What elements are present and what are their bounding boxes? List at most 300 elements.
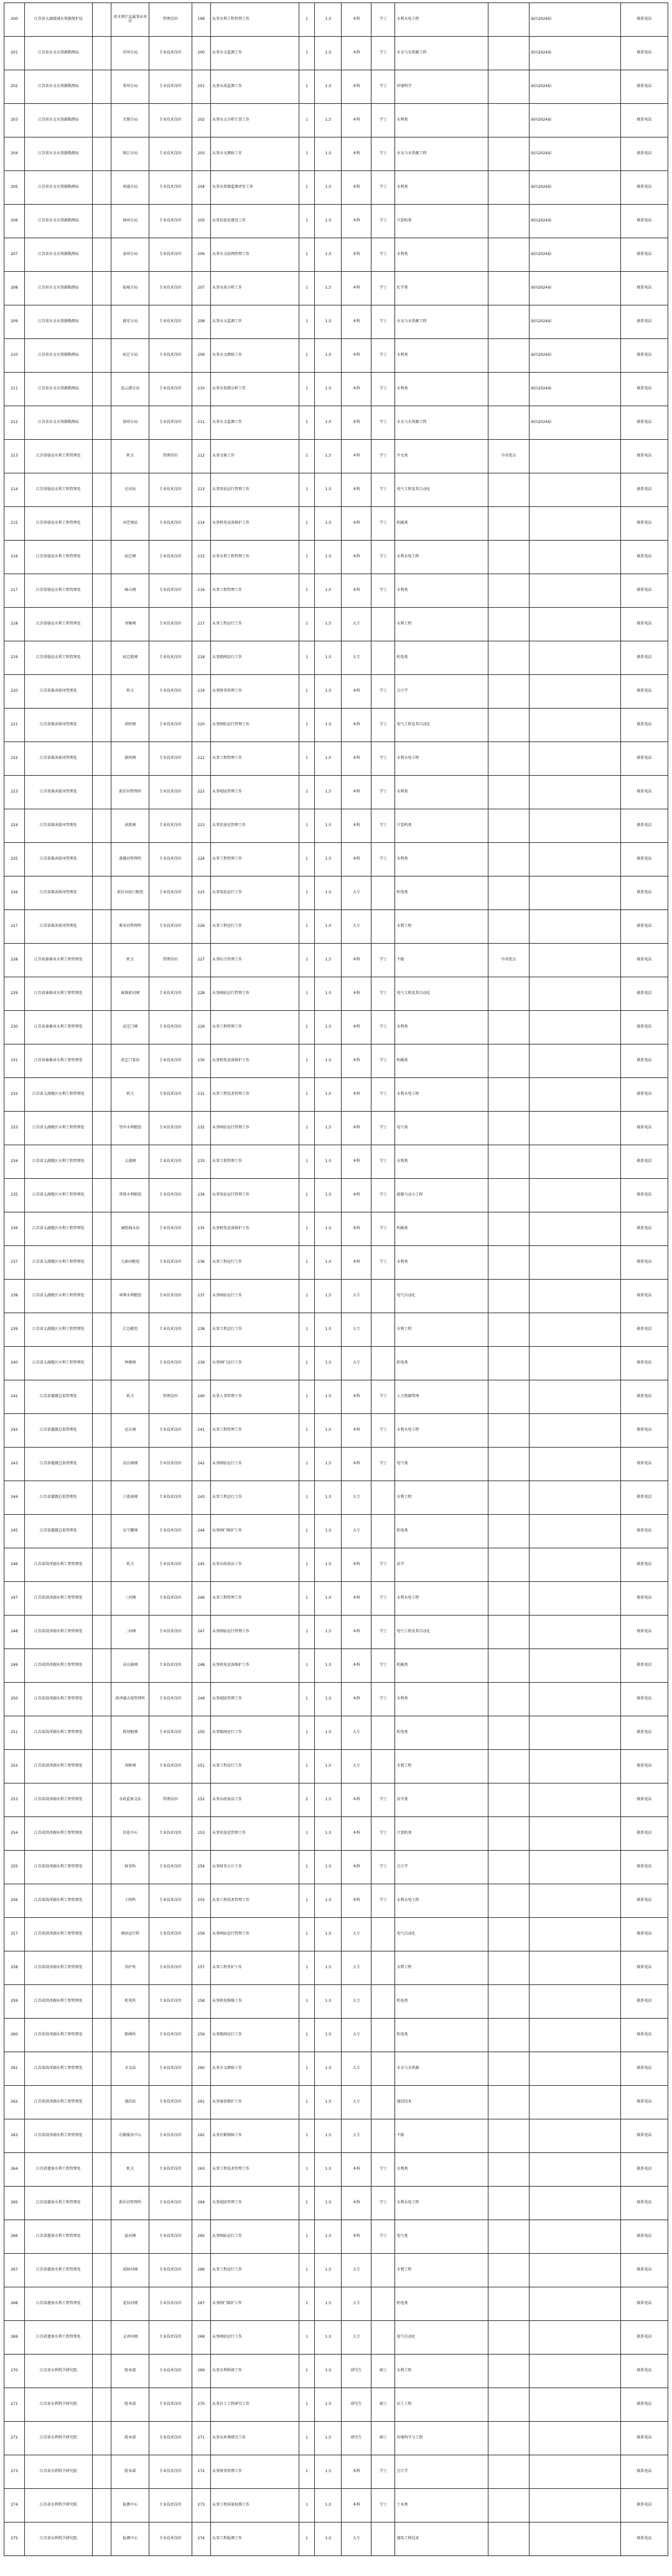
table-row — [4, 2187, 668, 2220]
cell-other — [529, 2086, 620, 2119]
cell-unit: 谏壁抽水站 — [111, 1212, 149, 1246]
cell-other — [529, 2388, 620, 2422]
cell-num: 1 — [299, 1448, 314, 1481]
cell-unit: 六垛南闸 — [111, 1481, 149, 1515]
cell-dept: 江苏省骆运水利工程管理处 — [24, 473, 92, 507]
cell-pos-type: 专业技术岗位 — [149, 1246, 192, 1280]
cell-degree: 学士 — [371, 238, 395, 272]
cell-politics — [488, 104, 529, 137]
cell-pos-type: 专业技术岗位 — [149, 709, 192, 742]
cell-remark: 联系电话 — [620, 1347, 668, 1380]
cell-num: 1 — [299, 910, 314, 944]
table-row — [4, 1313, 668, 1347]
cell-code — [92, 1582, 111, 1616]
cell-edu: 本科 — [342, 1380, 371, 1414]
cell-dept: 江苏省洪泽湖水利工程管理处 — [24, 1985, 92, 2019]
cell-other — [529, 2153, 620, 2187]
cell-unit: 苏州分局 — [111, 37, 149, 70]
cell-dept: 江苏省洪泽湖水利工程管理处 — [24, 1817, 92, 1851]
cell-pos-no: 270 — [192, 2388, 210, 2422]
cell-pos-type: 专业技术岗位 — [149, 1044, 192, 1078]
cell-num: 1 — [299, 238, 314, 272]
cell-politics — [488, 1246, 529, 1280]
cell-seq: 230 — [4, 1011, 25, 1044]
table-row — [4, 2287, 668, 2321]
cell-code — [92, 1313, 111, 1347]
cell-degree: 学士 — [371, 675, 395, 709]
cell-politics — [488, 238, 529, 272]
cell-degree — [371, 1515, 395, 1548]
cell-num: 1 — [299, 2489, 314, 2523]
table-row — [4, 2220, 668, 2254]
cell-edu: 本科 — [342, 137, 371, 171]
table-row — [4, 406, 668, 440]
cell-politics — [488, 373, 529, 406]
cell-unit: 义泽河闸 — [111, 2321, 149, 2355]
cell-other — [529, 1951, 620, 1985]
cell-unit: 连云港分局 — [111, 373, 149, 406]
cell-num: 1 — [299, 1044, 314, 1078]
cell-remark: 联系电话 — [620, 1246, 668, 1280]
cell-major: 机电类 — [395, 1716, 488, 1750]
cell-edu: 本科 — [342, 809, 371, 843]
cell-edu: 大专 — [342, 1951, 371, 1985]
cell-ratio: 1:3 — [315, 2489, 342, 2523]
cell-pos-no: 214 — [192, 507, 210, 541]
cell-pos-no: 231 — [192, 1078, 210, 1112]
cell-num: 1 — [299, 2287, 314, 2321]
cell-pos-no: 203 — [192, 137, 210, 171]
cell-remark: 联系电话 — [620, 2388, 668, 2422]
cell-pos-no: 262 — [192, 2119, 210, 2153]
cell-seq: 259 — [4, 1985, 25, 2019]
cell-degree: 学士 — [371, 305, 395, 339]
cell-edu: 本科 — [342, 1078, 371, 1112]
cell-other: 面向2024届 — [529, 171, 620, 205]
cell-code — [92, 171, 111, 205]
cell-politics — [488, 2019, 529, 2052]
table-body — [4, 3, 668, 2556]
cell-ratio: 1:3 — [315, 1884, 342, 1918]
cell-seq: 252 — [4, 1750, 25, 1783]
cell-desc: 从事工程管理工作 — [210, 742, 299, 776]
cell-pos-no: 268 — [192, 2321, 210, 2355]
cell-remark: 联系电话 — [620, 1380, 668, 1414]
cell-ratio: 1:3 — [315, 809, 342, 843]
cell-seq: 214 — [4, 473, 25, 507]
cell-remark: 联系电话 — [620, 876, 668, 910]
cell-seq: 254 — [4, 1817, 25, 1851]
cell-edu: 大专 — [342, 1750, 371, 1783]
cell-degree: 学士 — [371, 1683, 395, 1716]
cell-other: 面向2024届 — [529, 272, 620, 305]
cell-pos-type: 专业技术岗位 — [149, 507, 192, 541]
cell-major: 水文与水资源 — [395, 2052, 488, 2086]
cell-other: 面向2024届 — [529, 373, 620, 406]
cell-politics — [488, 1515, 529, 1548]
cell-code — [92, 574, 111, 608]
cell-ratio: 1:3 — [315, 2019, 342, 2052]
cell-other — [529, 1414, 620, 1448]
cell-degree: 学士 — [371, 137, 395, 171]
cell-pos-type: 专业技术岗位 — [149, 205, 192, 238]
cell-code — [92, 406, 111, 440]
cell-pos-type: 专业技术岗位 — [149, 876, 192, 910]
cell-degree: 学士 — [371, 843, 395, 876]
cell-major: 水文与水资源工程 — [395, 406, 488, 440]
cell-major: 电气自动化 — [395, 1918, 488, 1951]
cell-unit: 武定门闸 — [111, 1011, 149, 1044]
cell-politics — [488, 1918, 529, 1951]
cell-remark: 联系电话 — [620, 1951, 668, 1985]
cell-unit: 镇江分局 — [111, 137, 149, 171]
cell-seq: 266 — [4, 2220, 25, 2254]
cell-dept: 江苏省水文水资源勘测局 — [24, 137, 92, 171]
cell-num: 1 — [299, 1112, 314, 1145]
cell-num: 1 — [299, 2019, 314, 2052]
cell-dept: 江苏省灌南水利工程管理处 — [24, 2287, 92, 2321]
cell-pos-type: 专业技术岗位 — [149, 1280, 192, 1313]
cell-num: 1 — [299, 1011, 314, 1044]
cell-pos-type: 专业技术岗位 — [149, 2086, 192, 2119]
table-row — [4, 1985, 668, 2019]
cell-dept: 江苏省秦淮河水利工程管理处 — [24, 944, 92, 977]
cell-num: 1 — [299, 272, 314, 305]
cell-major: 机电类 — [395, 641, 488, 675]
cell-ratio: 1:3 — [315, 944, 342, 977]
cell-pos-type: 专业技术岗位 — [149, 2455, 192, 2489]
cell-degree: 学士 — [371, 2153, 395, 2187]
cell-edu: 本科 — [342, 37, 371, 70]
cell-pos-type: 专业技术岗位 — [149, 2489, 192, 2523]
cell-edu: 本科 — [342, 238, 371, 272]
cell-pos-no: 217 — [192, 608, 210, 641]
cell-seq: 250 — [4, 1683, 25, 1716]
cell-dept: 江苏省水文水资源勘测局 — [24, 171, 92, 205]
cell-politics — [488, 2523, 529, 2556]
cell-code — [92, 37, 111, 70]
cell-seq: 269 — [4, 2321, 25, 2355]
cell-remark: 联系电话 — [620, 1179, 668, 1212]
cell-ratio: 1:3 — [315, 1716, 342, 1750]
cell-pos-type: 专业技术岗位 — [149, 1951, 192, 1985]
cell-desc: 从事闸站运行工作 — [210, 2220, 299, 2254]
cell-pos-no: 208 — [192, 305, 210, 339]
cell-pos-type: 专业技术岗位 — [149, 1582, 192, 1616]
cell-unit: 阜宁腰闸 — [111, 1515, 149, 1548]
cell-remark: 联系电话 — [620, 944, 668, 977]
cell-dept: 江苏省淮沭新河管理处 — [24, 675, 92, 709]
cell-other: 面向2024届 — [529, 406, 620, 440]
cell-other — [529, 507, 620, 541]
table-row — [4, 776, 668, 809]
cell-edu: 本科 — [342, 1851, 371, 1884]
cell-code — [92, 2287, 111, 2321]
cell-degree: 学士 — [371, 104, 395, 137]
cell-edu: 本科 — [342, 1884, 371, 1918]
cell-unit: 武定门泵站 — [111, 1044, 149, 1078]
cell-ratio: 1:3 — [315, 104, 342, 137]
cell-ratio: 1:3 — [315, 1044, 342, 1078]
cell-num: 1 — [299, 641, 314, 675]
cell-pos-no: 257 — [192, 1951, 210, 1985]
cell-major: 中文类 — [395, 440, 488, 473]
cell-num: 1 — [299, 3, 314, 37]
cell-ratio: 1:3 — [315, 238, 342, 272]
cell-pos-type: 专业技术岗位 — [149, 70, 192, 104]
cell-dept: 江苏省洪泽湖水利工程管理处 — [24, 1616, 92, 1649]
cell-pos-no: 253 — [192, 1817, 210, 1851]
cell-major: 法学类 — [395, 1783, 488, 1817]
cell-ratio: 1:3 — [315, 1448, 342, 1481]
cell-dept: 江苏省秦淮河水利工程管理处 — [24, 977, 92, 1011]
cell-dept: 江苏省太湖地区水利工程管理处 — [24, 1078, 92, 1112]
cell-unit: 运东闸 — [111, 1414, 149, 1448]
table-row — [4, 507, 668, 541]
cell-degree — [371, 1481, 395, 1515]
cell-remark: 联系电话 — [620, 1683, 668, 1716]
cell-politics — [488, 1280, 529, 1313]
cell-edu: 本科 — [342, 2187, 371, 2220]
cell-seq: 211 — [4, 373, 25, 406]
cell-seq: 270 — [4, 2355, 25, 2388]
cell-degree: 学士 — [371, 2489, 395, 2523]
cell-ratio: 1:3 — [315, 137, 342, 171]
cell-dept: 江苏省水利科学研究院 — [24, 2455, 92, 2489]
cell-desc: 从事工程运行工作 — [210, 910, 299, 944]
cell-major: 水利工程 — [395, 608, 488, 641]
cell-pos-no: 210 — [192, 373, 210, 406]
cell-desc: 从事水文监测工作 — [210, 37, 299, 70]
cell-unit: 高良涧闸 — [111, 1649, 149, 1683]
cell-politics — [488, 776, 529, 809]
cell-num: 1 — [299, 1515, 314, 1548]
cell-politics — [488, 1548, 529, 1582]
cell-dept: 江苏省洪泽湖水利工程管理处 — [24, 1750, 92, 1783]
cell-num: 1 — [299, 2321, 314, 2355]
cell-major: 机电类 — [395, 1985, 488, 2019]
cell-remark: 联系电话 — [620, 2019, 668, 2052]
cell-pos-no: 221 — [192, 742, 210, 776]
cell-code — [92, 742, 111, 776]
cell-dept: 江苏省淮沭新河管理处 — [24, 709, 92, 742]
cell-pos-type: 管理岗位 — [149, 440, 192, 473]
cell-degree — [371, 2052, 395, 2086]
cell-seq: 233 — [4, 1112, 25, 1145]
cell-pos-type: 管理岗位 — [149, 3, 192, 37]
cell-seq: 202 — [4, 70, 25, 104]
cell-pos-no: 233 — [192, 1145, 210, 1179]
cell-edu: 大专 — [342, 2287, 371, 2321]
cell-politics — [488, 977, 529, 1011]
cell-unit: 武障河闸 — [111, 2254, 149, 2287]
cell-other — [529, 1347, 620, 1380]
cell-ratio: 1:3 — [315, 742, 342, 776]
cell-ratio: 1:3 — [315, 1582, 342, 1616]
cell-unit: 望亭水利枢纽 — [111, 1112, 149, 1145]
cell-num: 1 — [299, 1280, 314, 1313]
cell-major: 机电类 — [395, 2287, 488, 2321]
cell-remark: 联系电话 — [620, 1548, 668, 1582]
cell-unit: 新沂河管理所 — [111, 776, 149, 809]
cell-unit: 常州分局 — [111, 70, 149, 104]
cell-unit: 财务科 — [111, 1851, 149, 1884]
cell-ratio: 1:3 — [315, 1313, 342, 1347]
cell-politics — [488, 1951, 529, 1985]
cell-other — [529, 1582, 620, 1616]
cell-other — [529, 809, 620, 843]
cell-pos-no: 224 — [192, 843, 210, 876]
cell-pos-type: 专业技术岗位 — [149, 742, 192, 776]
cell-major: 机电类 — [395, 1347, 488, 1380]
cell-seq: 257 — [4, 1918, 25, 1951]
cell-pos-type: 专业技术岗位 — [149, 1481, 192, 1515]
cell-pos-no: 212 — [192, 440, 210, 473]
cell-major: 电气工程及其自动化 — [395, 709, 488, 742]
table-row — [4, 205, 668, 238]
cell-remark: 联系电话 — [620, 406, 668, 440]
cell-ratio: 1:3 — [315, 1985, 342, 2019]
cell-unit: 工程科 — [111, 1884, 149, 1918]
cell-edu: 本科 — [342, 339, 371, 373]
cell-pos-no: 236 — [192, 1246, 210, 1280]
cell-degree — [371, 2287, 395, 2321]
cell-ratio: 1:3 — [315, 3, 342, 37]
cell-degree: 学士 — [371, 440, 395, 473]
cell-pos-type: 专业技术岗位 — [149, 2187, 192, 2220]
cell-desc: 从事闸站运行管理工作 — [210, 1918, 299, 1951]
cell-unit: 水文站 — [111, 2052, 149, 2086]
table-row — [4, 473, 668, 507]
cell-code — [92, 1951, 111, 1985]
cell-num: 1 — [299, 1817, 314, 1851]
cell-code — [92, 137, 111, 171]
cell-degree — [371, 1313, 395, 1347]
cell-remark: 联系电话 — [620, 238, 668, 272]
cell-remark: 联系电话 — [620, 1616, 668, 1649]
table-row — [4, 104, 668, 137]
cell-num: 1 — [299, 944, 314, 977]
cell-desc: 从事综合管理工作 — [210, 944, 299, 977]
cell-other — [529, 2321, 620, 2355]
cell-desc: 从事水文测验工作 — [210, 137, 299, 171]
cell-pos-no: 207 — [192, 272, 210, 305]
cell-edu: 本科 — [342, 2220, 371, 2254]
cell-major: 通信技术 — [395, 2086, 488, 2119]
cell-unit: 新沂河管理所 — [111, 2187, 149, 2220]
cell-pos-type: 专业技术岗位 — [149, 1078, 192, 1112]
cell-major: 电气自动化 — [395, 1280, 488, 1313]
cell-remark: 联系电话 — [620, 742, 668, 776]
cell-degree — [371, 2086, 395, 2119]
cell-dept: 江苏省水利科学研究院 — [24, 2388, 92, 2422]
cell-desc: 从事工程运行工作 — [210, 2254, 299, 2287]
cell-edu: 大专 — [342, 1515, 371, 1548]
cell-ratio: 1:3 — [315, 1783, 342, 1817]
cell-edu: 研究生 — [342, 2355, 371, 2388]
cell-remark: 联系电话 — [620, 2287, 668, 2321]
table-row — [4, 440, 668, 473]
cell-degree: 学士 — [371, 1616, 395, 1649]
cell-edu: 大专 — [342, 1985, 371, 2019]
cell-dept: 江苏省太湖地区水利工程管理处 — [24, 1212, 92, 1246]
table-row — [4, 2422, 668, 2455]
cell-dept: 江苏省洪泽湖水利工程管理处 — [24, 2119, 92, 2153]
cell-desc: 从事水文监测工作 — [210, 305, 299, 339]
cell-desc: 从事机电设备维护工作 — [210, 1212, 299, 1246]
cell-num: 1 — [299, 709, 314, 742]
cell-remark: 联系电话 — [620, 2355, 668, 2388]
cell-desc: 从事闸站运行管理工作 — [210, 1112, 299, 1145]
cell-pos-type: 专业技术岗位 — [149, 171, 192, 205]
cell-dept: 江苏省太湖地区水利工程管理处 — [24, 1246, 92, 1280]
cell-pos-type: 专业技术岗位 — [149, 2019, 192, 2052]
cell-remark: 联系电话 — [620, 171, 668, 205]
cell-other — [529, 709, 620, 742]
cell-num: 1 — [299, 675, 314, 709]
cell-desc: 从事堤防管理工作 — [210, 2187, 299, 2220]
cell-degree — [371, 1280, 395, 1313]
cell-pos-no: 222 — [192, 776, 210, 809]
cell-code — [92, 2220, 111, 2254]
table-row — [4, 1548, 668, 1582]
cell-politics — [488, 406, 529, 440]
cell-unit: 洪泽湖大堤管理所 — [111, 1683, 149, 1716]
cell-major: 水利类 — [395, 2153, 488, 2187]
cell-degree: 学士 — [371, 541, 395, 574]
cell-seq: 205 — [4, 171, 25, 205]
cell-remark: 联系电话 — [620, 675, 668, 709]
cell-other — [529, 2523, 620, 2556]
cell-unit: 机关 — [111, 1078, 149, 1112]
cell-other: 面向2024届 — [529, 70, 620, 104]
cell-dept: 江苏省太湖地区水利工程管理处 — [24, 1280, 92, 1313]
cell-remark: 联系电话 — [620, 1212, 668, 1246]
cell-pos-no: 202 — [192, 104, 210, 137]
cell-politics — [488, 2355, 529, 2388]
cell-other — [529, 1515, 620, 1548]
cell-unit: 嶂山闸 — [111, 574, 149, 608]
cell-seq: 231 — [4, 1044, 25, 1078]
cell-unit: 院本部 — [111, 2422, 149, 2455]
cell-major: 化学类 — [395, 272, 488, 305]
cell-pos-type: 专业技术岗位 — [149, 541, 192, 574]
cell-ratio: 1:3 — [315, 171, 342, 205]
cell-pos-no: 251 — [192, 1750, 210, 1783]
cell-edu: 本科 — [342, 1448, 371, 1481]
cell-dept: 江苏省骆运水利工程管理处 — [24, 440, 92, 473]
cell-dept: 江苏省水文水资源勘测局 — [24, 339, 92, 373]
cell-other — [529, 2489, 620, 2523]
cell-politics — [488, 742, 529, 776]
cell-pos-type: 专业技术岗位 — [149, 1817, 192, 1851]
cell-politics — [488, 1448, 529, 1481]
cell-politics — [488, 2254, 529, 2287]
cell-seq: 232 — [4, 1078, 25, 1112]
cell-unit: 养护所 — [111, 1951, 149, 1985]
cell-seq: 271 — [4, 2388, 25, 2422]
cell-major: 电气类 — [395, 1112, 488, 1145]
cell-pos-no: 237 — [192, 1280, 210, 1313]
cell-edu: 本科 — [342, 440, 371, 473]
cell-degree: 学士 — [371, 944, 395, 977]
cell-code — [92, 876, 111, 910]
cell-seq: 221 — [4, 709, 25, 742]
cell-politics — [488, 1347, 529, 1380]
cell-politics — [488, 272, 529, 305]
cell-politics — [488, 2119, 529, 2153]
cell-desc: 从事工程管理工作 — [210, 1011, 299, 1044]
